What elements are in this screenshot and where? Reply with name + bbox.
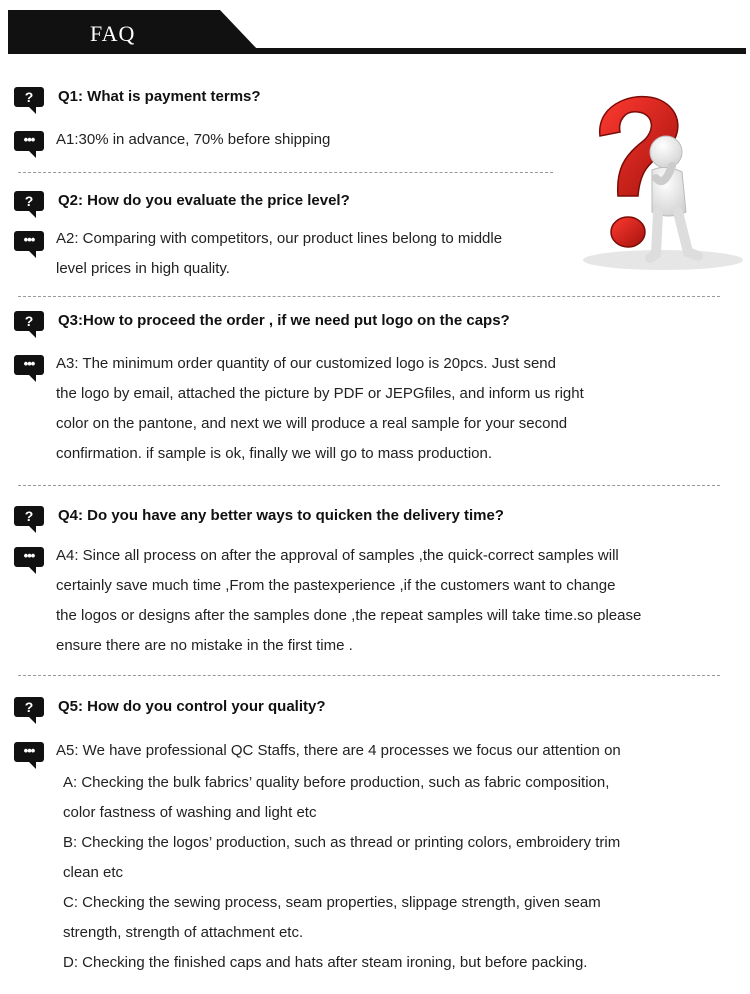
question-5: Q5: How do you control your quality?	[58, 698, 326, 715]
question-bubble-icon: ?	[14, 697, 44, 717]
question-mark-figure-illustration	[578, 88, 748, 278]
question-bubble-icon: ?	[14, 506, 44, 526]
question-4: Q4: Do you have any better ways to quicken the delivery time?	[58, 507, 504, 524]
answer-4-line-1: A4: Since all process on after the approval of samples ,the quick-correct samples will	[56, 547, 619, 564]
question-bubble-icon: ?	[14, 311, 44, 331]
header-rule	[8, 48, 746, 54]
figure-leg-right	[678, 212, 698, 256]
answer-5-detail-3: B: Checking the logos’ production, such as thread or printing colors, embroidery trim	[63, 834, 621, 851]
answer-3-line-1: A3: The minimum order quantity of our customized logo is 20pcs. Just send	[56, 355, 556, 372]
answer-5-detail-4: clean etc	[63, 864, 124, 881]
ellipsis-bubble-icon: •••	[14, 742, 44, 762]
page-title: FAQ	[90, 21, 136, 46]
question-1: Q1: What is payment terms?	[58, 88, 261, 105]
answer-5-detail-2: color fastness of washing and light etc	[63, 804, 317, 821]
answer-4-line-4: ensure there are no mistake in the first time .	[56, 637, 353, 654]
answer-5-detail-5: C: Checking the sewing process, seam properties, slippage strength, given seam	[63, 894, 601, 911]
divider	[18, 485, 720, 486]
divider	[18, 172, 553, 173]
answer-4-line-2: certainly save much time ,From the pastexperience ,if the customers want to change	[56, 577, 616, 594]
answer-5-detail-1: A: Checking the bulk fabrics’ quality before production, such as fabric composition,	[63, 774, 610, 791]
answer-2-line-1: A2: Comparing with competitors, our product lines belong to middle	[56, 230, 503, 247]
figure-leg-left	[650, 212, 658, 258]
answer-1-line-1: A1:30% in advance, 70% before shipping	[56, 131, 331, 148]
question-bubble-icon: ?	[14, 191, 44, 211]
ellipsis-bubble-icon: •••	[14, 231, 44, 251]
ellipsis-bubble-icon: •••	[14, 131, 44, 151]
question-2: Q2: How do you evaluate the price level?	[58, 192, 350, 209]
ellipsis-bubble-icon: •••	[14, 547, 44, 567]
answer-2-line-2: level prices in high quality.	[56, 260, 230, 277]
question-3: Q3:How to proceed the order , if we need put logo on the caps?	[58, 312, 510, 329]
answer-3-line-4: confirmation. if sample is ok, finally we will go to mass production.	[56, 445, 493, 462]
answer-3-line-2: the logo by email, attached the picture by PDF or JEPGfiles, and inform us right	[56, 385, 584, 402]
answer-3-line-3: color on the pantone, and next we will produce a real sample for your second	[56, 415, 568, 432]
answer-5-line-1: A5: We have professional QC Staffs, there are 4 processes we focus our attention on	[56, 742, 621, 759]
answer-5-detail-7: D: Checking the finished caps and hats after steam ironing, but before packing.	[63, 954, 588, 971]
answer-5-detail-6: strength, strength of attachment etc.	[63, 924, 304, 941]
question-mark-dot	[611, 217, 645, 247]
figure-head	[650, 136, 682, 168]
divider	[18, 296, 720, 297]
question-bubble-icon: ?	[14, 87, 44, 107]
answer-4-line-3: the logos or designs after the samples done ,the repeat samples will take time.so please	[56, 607, 642, 624]
floor-shadow	[583, 250, 743, 270]
ellipsis-bubble-icon: •••	[14, 355, 44, 375]
divider	[18, 675, 720, 676]
